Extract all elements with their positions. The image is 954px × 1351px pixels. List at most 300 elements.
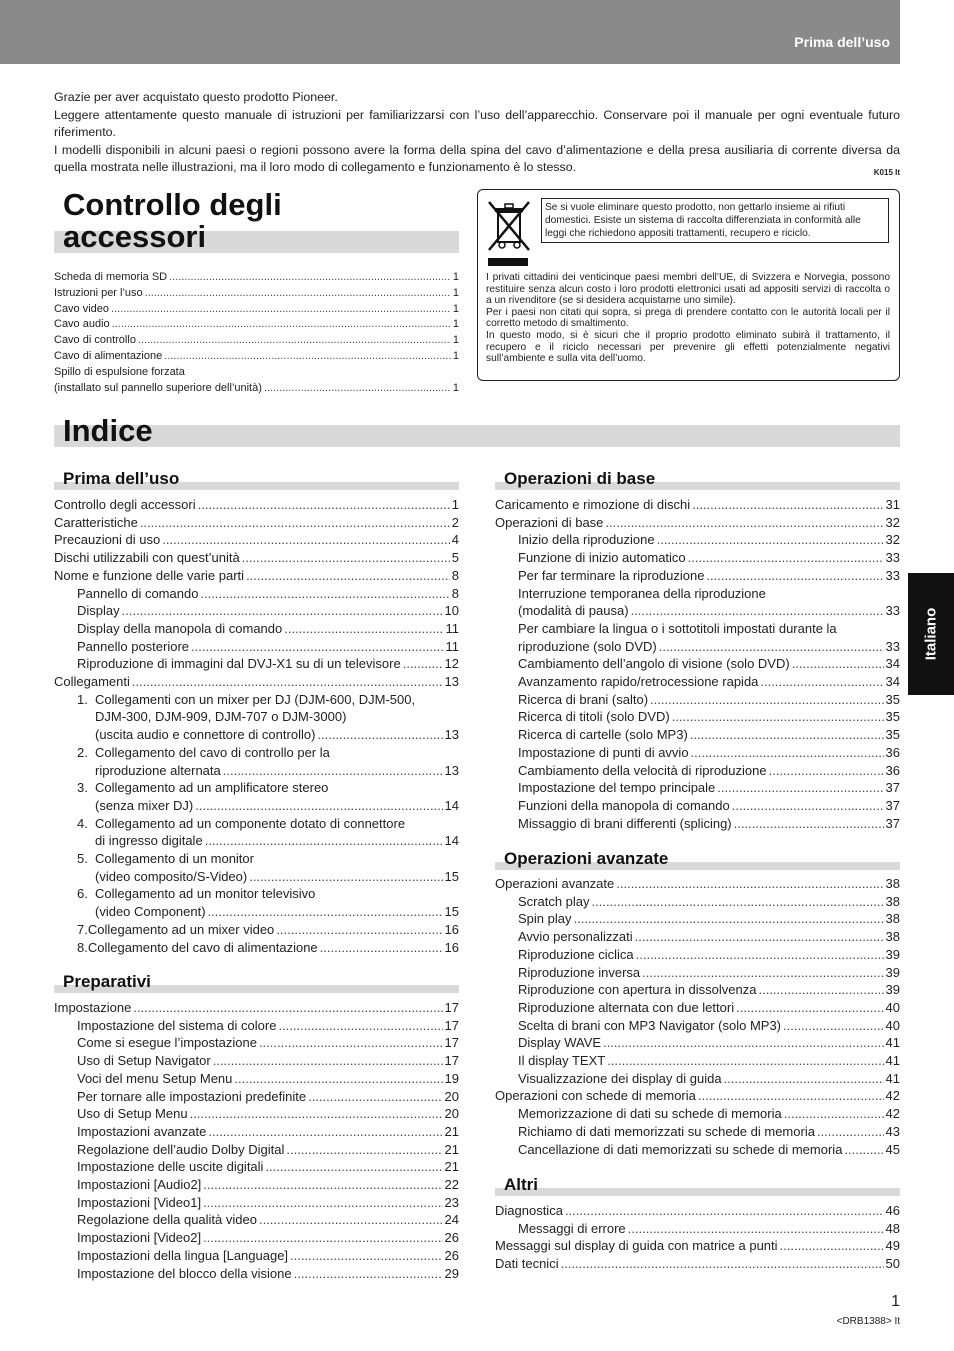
toc-altri xyxy=(495,1202,900,1273)
toc-entry-number: 1. xyxy=(77,691,88,707)
toc-entry xyxy=(54,1194,459,1212)
toc-entry-label: Interruzione temporanea della riproduzione xyxy=(518,585,766,601)
toc-entry xyxy=(495,549,900,567)
dot-leader xyxy=(265,1158,442,1176)
toc-entry-label: Scheda di memoria SD xyxy=(54,271,168,283)
toc-entry-page: 33 xyxy=(885,638,900,654)
toc-prima xyxy=(54,496,459,956)
dot-leader xyxy=(616,875,883,893)
toc-entry-page: 49 xyxy=(885,1238,900,1254)
toc-entry-line xyxy=(54,815,459,833)
toc-entry-label: Collegamento del cavo di alimentazione xyxy=(87,939,318,955)
dot-leader xyxy=(784,1105,884,1123)
toc-entry-label: Regolazione della qualità video xyxy=(77,1212,257,1228)
weee-p2: Per i paesi non citati qui sopra, si prega di prendere contatto con le autorità locali per il corretto metodo di smaltimento. xyxy=(486,306,890,330)
toc-entry-label: Impostazione del blocco della visione xyxy=(77,1265,292,1281)
toc-entry-page: 12 xyxy=(444,656,459,672)
toc-entry xyxy=(495,1202,900,1220)
toc-entry-label: (modalità di pausa) xyxy=(518,603,629,619)
toc-entry-label: Caricamento e rimozione di dischi xyxy=(495,497,691,512)
toc-entry-page: 34 xyxy=(885,656,900,672)
toc-entry xyxy=(495,1017,900,1035)
dot-leader xyxy=(642,964,883,982)
toc-entry-number: 2. xyxy=(77,744,88,760)
toc-entry xyxy=(54,1265,459,1283)
section-heading-altri xyxy=(495,1176,900,1196)
dot-leader xyxy=(213,1052,443,1070)
toc-entry-label: Scelta di brani con MP3 Navigator (solo MP3) xyxy=(518,1017,782,1033)
toc-entry-label: Operazioni di base xyxy=(495,514,604,530)
toc-entry-page: 40 xyxy=(885,999,900,1015)
toc-entry xyxy=(54,549,459,567)
index-title: Indice xyxy=(63,413,153,448)
toc-entry xyxy=(495,1237,900,1255)
toc-entry-number: 4. xyxy=(77,815,88,831)
toc-entry xyxy=(54,1105,459,1123)
toc-avanzate xyxy=(495,875,900,1158)
toc-entry-label: Impostazione del sistema di colore xyxy=(77,1017,277,1033)
toc-entry xyxy=(54,673,459,691)
dot-leader xyxy=(780,1237,884,1255)
toc-entry xyxy=(54,531,459,549)
toc-entry-label: Impostazioni [Audio2] xyxy=(77,1177,202,1193)
toc-entry-number: 3. xyxy=(77,780,88,796)
intro-p2: Leggere attentamente questo manuale di istruzioni per familiarizzarsi con l’uso dell’apparecchio. Conservare poi il manuale per ogni eventuale futuro riferimento. xyxy=(54,107,900,140)
toc-entry xyxy=(54,1158,459,1176)
toc-entry-page: 41 xyxy=(885,1035,900,1051)
language-tab xyxy=(908,573,954,695)
toc-entry xyxy=(495,1087,900,1105)
toc-entry-label: Controllo degli accessori xyxy=(54,497,196,512)
toc-preparativi xyxy=(54,999,459,1282)
dot-leader xyxy=(403,655,443,673)
dot-leader xyxy=(783,1017,884,1035)
toc-entry-page: 46 xyxy=(885,1203,900,1218)
toc-entry-label: Pannello di comando xyxy=(77,585,199,601)
toc-entry-label: Collegamento del cavo di controllo per la xyxy=(95,744,330,760)
dot-leader xyxy=(286,1141,442,1159)
toc-entry-label: Impostazione del tempo principale xyxy=(518,780,716,796)
dot-leader xyxy=(605,514,883,532)
dot-leader xyxy=(732,797,884,815)
toc-entry-label: Cavo di alimentazione xyxy=(54,349,163,362)
toc-entry-label: Display WAVE xyxy=(518,1035,602,1051)
toc-entry-page: 14 xyxy=(444,797,459,813)
toc-entry-label: Impostazioni [Video1] xyxy=(77,1194,202,1210)
dot-leader xyxy=(145,286,451,302)
toc-entry-page: 10 xyxy=(444,603,459,619)
toc-entry-label: Collegamento ad un monitor televisivo xyxy=(95,886,316,902)
dot-leader xyxy=(249,868,442,886)
dot-leader xyxy=(628,1220,884,1238)
toc-entry-page: 43 xyxy=(885,1123,900,1139)
toc-entry-page: 39 xyxy=(885,982,900,998)
toc-entry xyxy=(54,797,459,815)
toc-entry-label: (senza mixer DJ) xyxy=(95,797,194,813)
dot-leader xyxy=(734,815,884,833)
toc-entry xyxy=(495,673,900,691)
dot-leader xyxy=(692,496,883,514)
page-number: 1 xyxy=(891,1293,900,1310)
toc-entry xyxy=(495,496,900,514)
dot-leader xyxy=(242,549,450,567)
dot-leader xyxy=(208,1123,442,1141)
toc-entry xyxy=(54,585,459,603)
toc-entry-label: Come si esegue l’impostazione xyxy=(77,1035,257,1051)
toc-entry xyxy=(495,691,900,709)
toc-entry-page: 34 xyxy=(885,674,900,690)
dot-leader xyxy=(573,910,883,928)
dot-leader xyxy=(817,1123,884,1141)
toc-entry-page: 16 xyxy=(444,939,459,955)
dot-leader xyxy=(164,349,451,365)
toc-entry xyxy=(54,302,459,318)
dot-leader xyxy=(691,744,884,762)
toc-entry-page: 21 xyxy=(444,1141,459,1157)
dot-leader xyxy=(760,673,883,691)
dot-leader xyxy=(635,928,884,946)
dot-leader xyxy=(690,726,884,744)
toc-entry xyxy=(495,726,900,744)
dot-leader xyxy=(200,585,449,603)
toc-entry xyxy=(495,1070,900,1088)
toc-entry-page: 17 xyxy=(444,1000,459,1015)
toc-entry-label: Cambiamento della velocità di riproduzione xyxy=(518,762,767,778)
intro-text xyxy=(54,89,900,182)
toc-entry-page: 22 xyxy=(444,1177,459,1193)
header-section-title: Prima dell’uso xyxy=(794,34,890,50)
toc-entry-page: 35 xyxy=(885,709,900,725)
dot-leader xyxy=(191,638,443,656)
toc-entry xyxy=(495,708,900,726)
toc-entry xyxy=(495,620,900,638)
dot-leader xyxy=(112,317,451,333)
toc-entry xyxy=(495,514,900,532)
toc-entry-label: Messaggi sul display di guida con matrice a punti xyxy=(495,1238,778,1254)
dot-leader xyxy=(276,921,442,939)
weee-black-bar xyxy=(488,258,528,266)
toc-entry-page: 36 xyxy=(885,744,900,760)
section-heading-base xyxy=(495,470,900,490)
toc-entry-page: 33 xyxy=(885,603,900,619)
dot-leader xyxy=(565,1202,884,1220)
toc-entry-label: di ingresso digitale xyxy=(95,833,203,849)
section-title: Altri xyxy=(504,1175,538,1194)
toc-entry-page: 36 xyxy=(885,762,900,778)
dot-leader xyxy=(203,1229,442,1247)
toc-entry-label: Dischi utilizzabili con quest’unità xyxy=(54,550,240,566)
toc-entry-label: Riproduzione inversa xyxy=(518,964,641,980)
toc-entry-label: Cavo di controllo xyxy=(54,334,136,347)
toc-entry-label: Per cambiare la lingua o i sottotitoli impostati durante la xyxy=(518,620,837,636)
toc-entry-page: 1 xyxy=(452,334,459,347)
dot-leader xyxy=(792,655,884,673)
toc-entry xyxy=(495,946,900,964)
toc-entry-page: 13 xyxy=(444,727,459,743)
toc-entry xyxy=(54,1123,459,1141)
toc-entry xyxy=(54,270,459,286)
weee-notice xyxy=(477,189,900,381)
toc-entry-page: 1 xyxy=(452,349,459,362)
toc-entry xyxy=(54,365,459,381)
toc-entry-page: 20 xyxy=(444,1106,459,1122)
toc-entry xyxy=(54,1088,459,1106)
dot-leader xyxy=(259,1034,443,1052)
toc-entry xyxy=(495,1220,900,1238)
toc-entry-label: Diagnostica xyxy=(495,1203,563,1218)
toc-entry-number: 8. xyxy=(77,939,88,955)
toc-entry-label: Inizio della riproduzione xyxy=(518,532,655,548)
toc-entry-label: Istruzioni per l’uso xyxy=(54,286,143,299)
dot-leader xyxy=(284,620,443,638)
dot-leader xyxy=(223,762,443,780)
toc-entry xyxy=(54,762,459,780)
toc-entry-page: 1 xyxy=(452,302,459,315)
toc-entry-label: Avanzamento rapido/retrocessione rapida xyxy=(518,674,759,690)
toc-entry xyxy=(495,1052,900,1070)
toc-entry xyxy=(54,1229,459,1247)
crossed-bin-icon xyxy=(486,198,532,254)
toc-entry-line xyxy=(54,691,459,709)
toc-entry xyxy=(54,381,459,397)
dot-leader xyxy=(198,496,450,514)
toc-entry-page: 33 xyxy=(885,567,900,583)
toc-entry xyxy=(54,567,459,585)
toc-entry-label: Memorizzazione di dati su schede di memoria xyxy=(518,1106,782,1122)
dot-leader xyxy=(631,602,884,620)
toc-entry-label: Scratch play xyxy=(518,893,590,909)
toc-entry xyxy=(54,1017,459,1035)
toc-entry xyxy=(495,567,900,585)
toc-entry xyxy=(495,999,900,1017)
toc-entry-page: 32 xyxy=(885,532,900,548)
toc-entry-label: Display xyxy=(77,603,120,619)
toc-entry xyxy=(495,875,900,893)
dot-leader xyxy=(205,832,443,850)
toc-entry-page: 19 xyxy=(444,1070,459,1086)
toc-entry-page: 8 xyxy=(451,567,459,583)
toc-entry-label: Avvio personalizzati xyxy=(518,929,633,945)
dot-leader xyxy=(607,1052,883,1070)
toc-entry-label: Impostazione xyxy=(54,1000,132,1015)
section-heading-prima xyxy=(54,470,459,490)
toc-entry xyxy=(495,981,900,999)
dot-leader xyxy=(844,1141,883,1159)
dot-leader xyxy=(278,1017,442,1035)
toc-entry-line xyxy=(54,708,459,726)
toc-entry-label: Uso di Setup Menu xyxy=(77,1106,188,1122)
toc-entry-page: 42 xyxy=(885,1088,900,1104)
toc-entry-label: Messaggi di errore xyxy=(518,1220,626,1236)
toc-entry-label: Cavo audio xyxy=(54,318,110,331)
intro-p3-text: I modelli disponibili in alcuni paesi o regioni possono avere la forma della spina del cavo d’alimentazione e della presa ausiliaria di corrente diversa da quella mostrata nelle illustrazioni, ma il loro modo di collegamento e funzionamento è lo stesso. xyxy=(54,142,900,175)
accessories-list xyxy=(54,270,459,396)
dot-leader xyxy=(122,602,443,620)
toc-entry-page: 23 xyxy=(444,1194,459,1210)
toc-entry-page: 39 xyxy=(885,964,900,980)
dot-leader xyxy=(659,638,884,656)
toc-entry-label: Pannello posteriore xyxy=(77,638,190,654)
toc-entry-label: Ricerca di titoli (solo DVD) xyxy=(518,709,670,725)
toc-entry-label: Funzione di inizio automatico xyxy=(518,550,686,566)
toc-entry-page: 15 xyxy=(444,868,459,884)
accessories-heading xyxy=(54,189,459,253)
toc-entry-label: Collegamento ad un amplificatore stereo xyxy=(95,780,329,796)
toc-entry-page: 1 xyxy=(452,381,459,394)
toc-entry-label: Collegamento ad un componente dotato di connettore xyxy=(95,815,406,831)
toc-entry-page: 1 xyxy=(452,318,459,331)
toc-entry-label: Impostazioni della lingua [Language] xyxy=(77,1247,289,1263)
toc-entry xyxy=(54,620,459,638)
dot-leader xyxy=(246,567,450,585)
dot-leader xyxy=(195,797,442,815)
toc-entry xyxy=(495,1034,900,1052)
dot-leader xyxy=(698,1087,884,1105)
dot-leader xyxy=(138,333,451,349)
toc-entry xyxy=(495,1105,900,1123)
toc-entry-line xyxy=(54,885,459,903)
toc-entry-page: 16 xyxy=(444,921,459,937)
dot-leader xyxy=(706,567,883,585)
toc-entry-page: 41 xyxy=(885,1070,900,1086)
toc-entry-page: 40 xyxy=(885,1017,900,1033)
dot-leader xyxy=(132,673,443,691)
toc-entry-page: 45 xyxy=(885,1141,900,1157)
toc-entry-label: Riproduzione alternata con due lettori xyxy=(518,999,735,1015)
toc-entry-label: Cambiamento dell’angolo di visione (solo DVD) xyxy=(518,656,790,672)
toc-entry-page: 39 xyxy=(885,946,900,962)
dot-leader xyxy=(592,893,884,911)
dot-leader xyxy=(290,1247,442,1265)
toc-entry-label: Operazioni avanzate xyxy=(495,876,615,891)
toc-entry-label: Per far terminare la riproduzione xyxy=(518,567,705,583)
toc-entry-page: 13 xyxy=(444,762,459,778)
index-heading xyxy=(54,415,900,447)
toc-entry-label: Ricerca di cartelle (solo MP3) xyxy=(518,727,688,743)
dot-leader xyxy=(317,726,442,744)
toc-entry xyxy=(54,286,459,302)
toc-entry-label: Collegamenti xyxy=(54,674,130,690)
toc-entry-label: (uscita audio e connettore di controllo) xyxy=(95,727,316,743)
document-code: <DRB1388> It xyxy=(836,1316,900,1327)
toc-entry xyxy=(54,317,459,333)
toc-entry-page: 21 xyxy=(444,1123,459,1139)
toc-entry-label: Regolazione dell’audio Dolby Digital xyxy=(77,1141,285,1157)
toc-entry xyxy=(54,1211,459,1229)
toc-entry xyxy=(54,602,459,620)
toc-entry xyxy=(54,726,459,744)
toc-entry-label: Uso di Setup Navigator xyxy=(77,1053,211,1069)
toc-entry xyxy=(495,585,900,603)
dot-leader xyxy=(308,1088,442,1106)
toc-entry-label: Richiamo di dati memorizzati su schede di memoria xyxy=(518,1123,815,1139)
toc-entry xyxy=(54,1176,459,1194)
dot-leader xyxy=(203,1194,442,1212)
toc-entry xyxy=(495,638,900,656)
toc-entry xyxy=(54,903,459,921)
toc-entry-label: Caratteristiche xyxy=(54,514,138,530)
dot-leader xyxy=(650,691,883,709)
dot-leader xyxy=(769,762,884,780)
toc-entry-page: 35 xyxy=(885,691,900,707)
toc-entry-label: Riproduzione di immagini dal DVJ-X1 su di un televisore xyxy=(77,656,401,672)
toc-entry xyxy=(495,893,900,911)
toc-entry-number: 6. xyxy=(77,886,88,902)
toc-entry-page: 35 xyxy=(885,727,900,743)
toc-entry-label: Impostazioni avanzate xyxy=(77,1123,207,1139)
dot-leader xyxy=(133,999,442,1017)
dot-leader xyxy=(657,531,884,549)
toc-entry xyxy=(495,910,900,928)
toc-entry xyxy=(54,1052,459,1070)
toc-entry-label: Riproduzione ciclica xyxy=(518,946,634,962)
toc-entry-number: 7. xyxy=(77,921,88,937)
toc-entry-line xyxy=(54,779,459,797)
toc-entry-label: (video Component) xyxy=(95,904,206,920)
toc-entry-label: Spin play xyxy=(518,911,572,927)
dot-leader xyxy=(672,708,884,726)
toc-entry-label: Visualizzazione dei display di guida xyxy=(518,1070,722,1086)
toc-entry xyxy=(54,655,459,673)
toc-entry xyxy=(495,531,900,549)
dot-leader xyxy=(190,1105,443,1123)
dot-leader xyxy=(561,1255,884,1273)
toc-entry xyxy=(495,762,900,780)
toc-entry-page: 13 xyxy=(444,674,459,690)
toc-entry xyxy=(54,333,459,349)
toc-entry-page: 4 xyxy=(451,532,459,548)
toc-entry-label: Operazioni con schede di memoria xyxy=(495,1088,696,1104)
toc-entry-page: 17 xyxy=(444,1017,459,1033)
dot-leader xyxy=(736,999,883,1017)
toc-entry-label: Missaggio di brani differenti (splicing) xyxy=(518,815,732,831)
toc-entry-line xyxy=(54,850,459,868)
toc-entry-page: 15 xyxy=(444,904,459,920)
toc-entry xyxy=(495,964,900,982)
toc-entry-page: 32 xyxy=(885,514,900,530)
dot-leader xyxy=(234,1070,442,1088)
toc-entry-page: 48 xyxy=(885,1220,900,1236)
toc-entry-number: 5. xyxy=(77,851,88,867)
toc-entry-label: Spillo di espulsione forzata xyxy=(54,365,185,378)
dot-leader xyxy=(203,1176,442,1194)
toc-entry xyxy=(54,496,459,514)
dot-leader xyxy=(264,381,451,397)
toc-entry-label: Impostazioni [Video2] xyxy=(77,1230,202,1246)
toc-entry xyxy=(54,1070,459,1088)
toc-entry-page: 2 xyxy=(451,514,459,530)
toc-entry-label: Per tornare alle impostazioni predefinite xyxy=(77,1088,307,1104)
toc-entry-page: 14 xyxy=(444,833,459,849)
dot-leader xyxy=(140,514,450,532)
toc-entry-page: 38 xyxy=(885,929,900,945)
toc-entry xyxy=(54,1141,459,1159)
toc-entry xyxy=(495,797,900,815)
header-bar xyxy=(0,0,900,64)
dot-leader xyxy=(717,779,883,797)
toc-entry-label: (video composito/S-Video) xyxy=(95,868,248,884)
section-title: Operazioni di base xyxy=(504,469,656,488)
dot-leader xyxy=(603,1034,883,1052)
language-tab-label: Italiano xyxy=(922,607,940,661)
toc-entry-label: Collegamenti con un mixer per DJ (DJM-600, DJM-500, xyxy=(95,691,416,707)
toc-entry-page: 1 xyxy=(452,286,459,299)
toc-entry-page: 38 xyxy=(885,876,900,891)
toc-entry-page: 29 xyxy=(444,1265,459,1281)
toc-entry-page: 37 xyxy=(885,815,900,831)
toc-entry-label: Impostazione delle uscite digitali xyxy=(77,1159,264,1175)
toc-entry xyxy=(54,921,459,939)
